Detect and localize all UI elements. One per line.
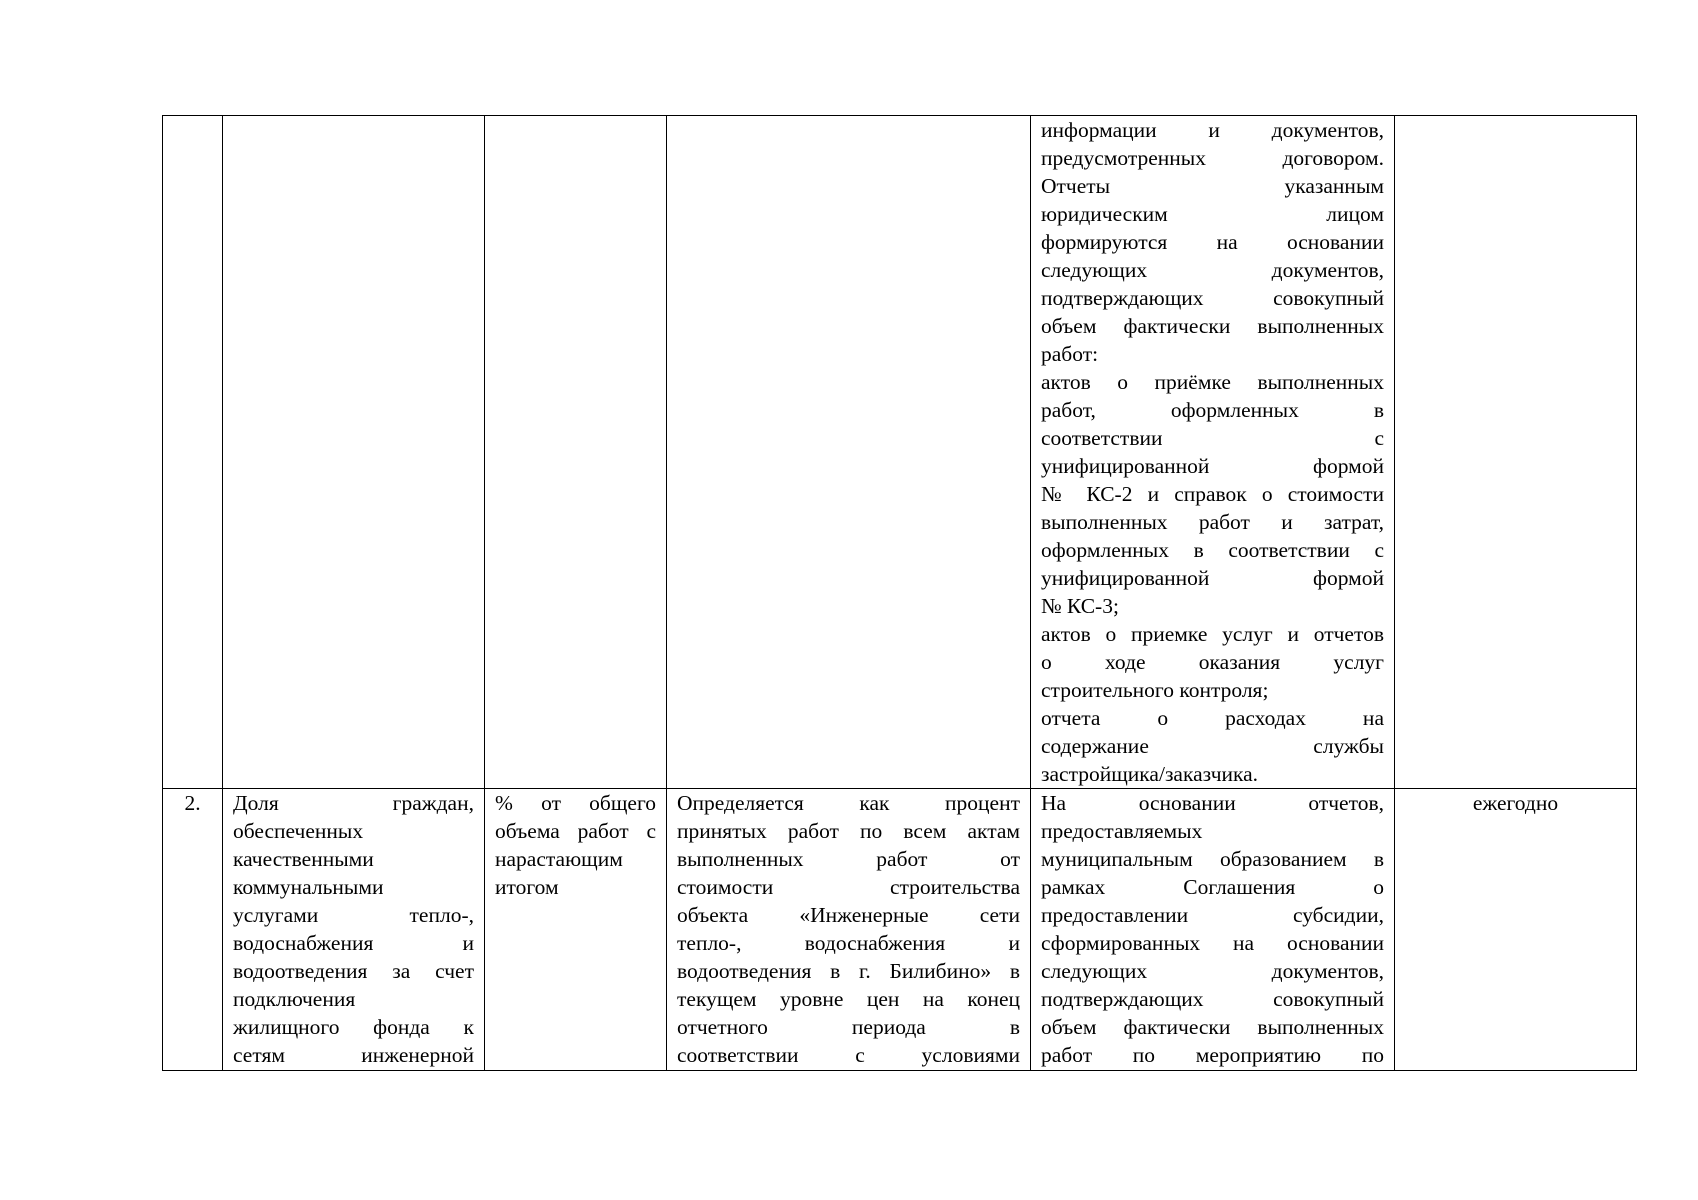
text-line: следующих документов, (1041, 959, 1384, 983)
row-number-cell: 2. (163, 789, 223, 1071)
text-line: информации и документов, (1041, 118, 1384, 142)
text-line: подтверждающих совокупный (1041, 987, 1384, 1011)
text-line: формируются на основании (1041, 230, 1384, 254)
text-line: следующих документов, (1041, 258, 1384, 282)
text-line: застройщика/заказчика. (1041, 762, 1259, 786)
text-line: водоотведения в г. Билибино» в (677, 959, 1020, 983)
text-line: предоставляемых (1041, 819, 1203, 843)
text-line: сетям инженерной (233, 1043, 474, 1067)
text-line: соответствии с (1041, 426, 1384, 450)
text-line: На основании отчетов, (1041, 791, 1384, 815)
text-line: № КС-2 и справок о стоимости (1041, 482, 1384, 506)
text-line: текущем уровне цен на конец (677, 987, 1020, 1011)
periodicity-cell (1395, 116, 1637, 789)
text-line: унифицированной формой (1041, 566, 1384, 590)
text-line: юридическим лицом (1041, 202, 1384, 226)
text-line: сформированных на основании (1041, 931, 1384, 955)
text-line: принятых работ по всем актам (677, 819, 1020, 843)
text-line: % от общего (495, 791, 656, 815)
text-line: соответствии с условиями (677, 1043, 1020, 1067)
method-cell (667, 789, 1031, 1071)
text-line: объема работ с (495, 819, 656, 843)
text-line: водоотведения за счет (233, 959, 474, 983)
text-line: оформленных в соответствии с (1041, 538, 1384, 562)
text-line: тепло-, водоснабжения и (677, 931, 1020, 955)
text-line: актов о приемке услуг и отчетов (1041, 622, 1384, 646)
unit-cell (485, 116, 667, 789)
text-line: водоснабжения и (233, 931, 474, 955)
indicator-cell (223, 116, 485, 789)
text-line: работ по мероприятию по (1041, 1043, 1384, 1067)
text-line: предоставлении субсидии, (1041, 903, 1384, 927)
table-row (163, 789, 1637, 1071)
text-line: подключения (233, 987, 356, 1011)
text-line: актов о приёмке выполненных (1041, 370, 1384, 394)
text-line: Отчеты указанным (1041, 174, 1384, 198)
periodicity-cell: ежегодно (1395, 789, 1637, 1071)
text-line: о ходе оказания услуг (1041, 650, 1384, 674)
text-line: жилищного фонда к (233, 1015, 474, 1039)
text-line: качественными (233, 847, 374, 871)
text-line: муниципальным образованием в (1041, 847, 1384, 871)
text-line: объем фактически выполненных (1041, 314, 1384, 338)
text-line: унифицированной формой (1041, 454, 1384, 478)
text-line: содержание службы (1041, 734, 1384, 758)
text-line: № КС-3; (1041, 594, 1119, 618)
text-line: выполненных работ и затрат, (1041, 510, 1384, 534)
text-line: рамках Соглашения о (1041, 875, 1384, 899)
text-line: Определяется как процент (677, 791, 1020, 815)
text-line: объем фактически выполненных (1041, 1015, 1384, 1039)
source-cell (1031, 116, 1395, 789)
text-line: обеспеченных (233, 819, 364, 843)
text-line: услугами тепло-, (233, 903, 474, 927)
row-number-cell (163, 116, 223, 789)
text-line: работ, оформленных в (1041, 398, 1384, 422)
text-line: нарастающим (495, 847, 623, 871)
text-line: работ: (1041, 342, 1099, 366)
text-line: выполненных работ от (677, 847, 1020, 871)
method-cell (667, 116, 1031, 789)
indicator-cell (223, 789, 485, 1071)
text-line: объекта «Инженерные сети (677, 903, 1020, 927)
text-line: предусмотренных договором. (1041, 146, 1384, 170)
table-row (163, 116, 1637, 789)
text-line: подтверждающих совокупный (1041, 286, 1384, 310)
source-cell (1031, 789, 1395, 1071)
text-line: строительного контроля; (1041, 678, 1269, 702)
text-line: отчетного периода в (677, 1015, 1020, 1039)
text-line: коммунальными (233, 875, 384, 899)
unit-cell (485, 789, 667, 1071)
indicators-table (162, 115, 1637, 1071)
text-line: стоимости строительства (677, 875, 1020, 899)
text-line: отчета о расходах на (1041, 706, 1384, 730)
text-line: итогом (495, 875, 559, 899)
text-line: Доля граждан, (233, 791, 474, 815)
